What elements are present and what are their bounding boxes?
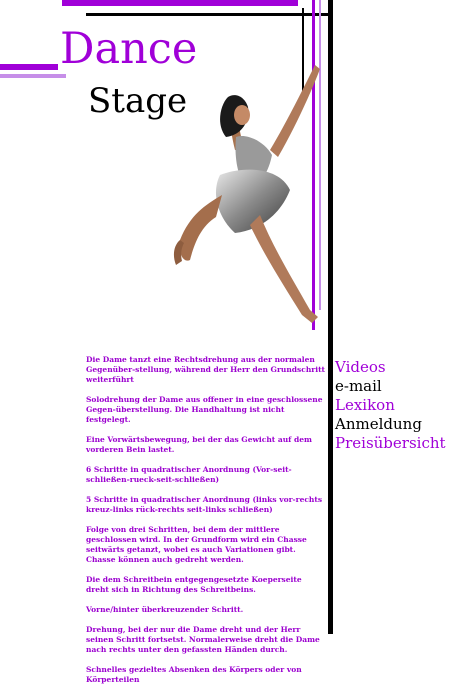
logo-title-dance: Dance (60, 24, 198, 74)
glossary-paragraph: Eine Vorwärtsbewegung, bei der das Gewicht auf dem vorderen Bein lastet. (86, 435, 312, 454)
glossary-paragraph: Schnelles gezieltes Absenken des Körpers oder von Körperteilen (86, 665, 302, 684)
glossary-paragraph: 5 Schritte in quadratischer Anordnung (links vor-rechts kreuz-links rück-rechts seit-links schließen) (86, 495, 323, 514)
nav-link-email[interactable]: e-mail (335, 377, 382, 395)
glossary-text (86, 355, 326, 695)
glossary-paragraph: Solodrehung der Dame aus offener in eine geschlossene Gegen-überstellung. Die Handhaltung ist nicht festgelegt. (86, 395, 323, 424)
glossary-paragraph: 6 Schritte in quadratischer Anordnung (Vor-seit-schließen-rueck-seit-schließen) (86, 465, 292, 484)
dancer-illustration (150, 55, 330, 345)
glossary-paragraph: Vorne/hinter überkreuzender Schritt. (86, 605, 244, 614)
nav-link-preisuebersicht[interactable]: Preisübersicht (335, 434, 446, 452)
main-nav (335, 358, 446, 453)
nav-link-videos[interactable]: Videos (335, 358, 386, 376)
top-accent-bar (62, 0, 298, 6)
glossary-paragraph: Die Dame tanzt eine Rechtsdrehung aus der normalen Gegenüber-stellung, während der Herr den Grundschritt weiterführt (86, 355, 326, 384)
logo-title-stage: Stage (88, 81, 188, 121)
glossary-paragraph: Drehung, bei der nur die Dame dreht und der Herr seinen Schritt fortsetst. Normalerweise dreht die Dame nach rechts unter den gefassten Händen durch. (86, 625, 320, 654)
nav-link-lexikon[interactable]: Lexikon (335, 396, 395, 414)
logo-accent-bar (0, 64, 58, 70)
nav-link-anmeldung[interactable]: Anmeldung (335, 415, 422, 433)
logo-accent-bar-light (0, 74, 66, 78)
glossary-paragraph: Die dem Schreitbein entgegengesetzte Koeperseite dreht sich in Richtung des Schreitbeins. (86, 575, 302, 594)
top-black-rule (86, 13, 330, 16)
glossary-paragraph: Folge von drei Schritten, bei dem der mittlere geschlossen wird. In der Grundform wird ein Chasse seitwärts getanzt, wobei es auch Variationen gibt. Chasse können auch gedreht werden. (86, 525, 307, 564)
